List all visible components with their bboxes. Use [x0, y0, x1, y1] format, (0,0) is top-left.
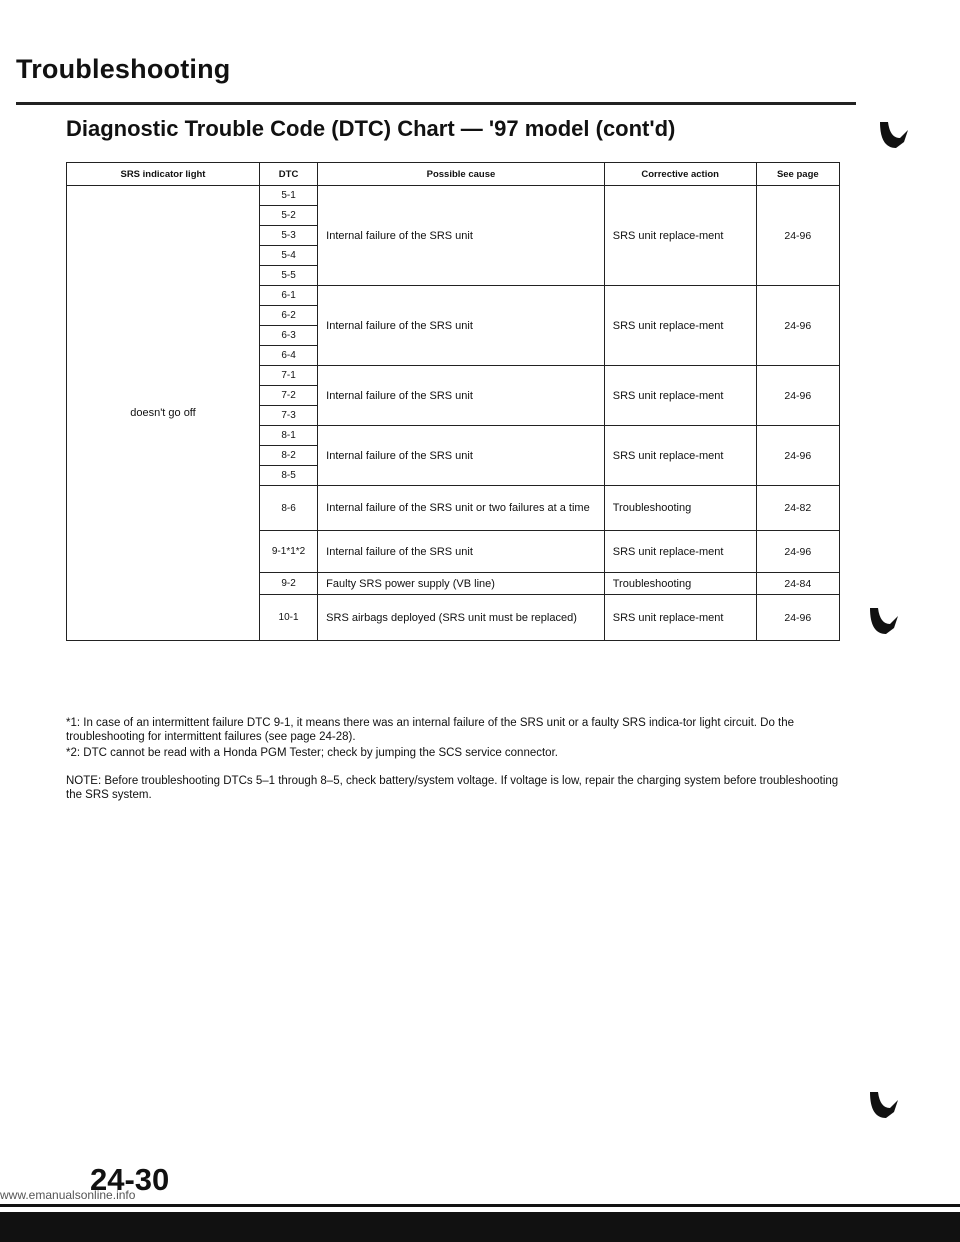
possible-cause: Internal failure of the SRS unit	[318, 366, 605, 426]
header-cause: Possible cause	[318, 163, 605, 186]
corrective-action: SRS unit replace-ment	[604, 366, 756, 426]
dtc-code: 9-1*1*2	[259, 531, 317, 573]
title-divider	[16, 102, 856, 105]
binder-tab-mark-icon	[878, 120, 912, 150]
indicator-state-cell: doesn't go off	[67, 186, 260, 641]
footnote-1: *1: In case of an intermittent failure DTC 9-1, it means there was an internal failure of the SRS unit or a faulty SRS indica-tor light circuit. Do the troubleshooting for intermittent failures (see page 24-28).	[66, 717, 795, 743]
page-title: Troubleshooting	[16, 54, 231, 84]
header-dtc: DTC	[259, 163, 317, 186]
corrective-action: SRS unit replace-ment	[604, 426, 756, 486]
corrective-action: Troubleshooting	[604, 486, 756, 531]
possible-cause: Internal failure of the SRS unit	[318, 186, 605, 286]
dtc-chart-table	[66, 162, 840, 641]
possible-cause: Internal failure of the SRS unit	[318, 531, 605, 573]
dtc-code: 9-2	[259, 573, 317, 595]
corrective-action: SRS unit replace-ment	[604, 286, 756, 366]
dtc-code: 10-1	[259, 595, 317, 641]
see-page: 24-96	[756, 531, 839, 573]
possible-cause: Internal failure of the SRS unit or two failures at a time	[318, 486, 605, 531]
binder-tab-mark-icon	[868, 606, 902, 636]
dtc-code: 5-2	[259, 206, 317, 226]
header-indicator: SRS indicator light	[67, 163, 260, 186]
header-action: Corrective action	[604, 163, 756, 186]
dtc-code: 5-5	[259, 266, 317, 286]
dtc-code: 5-1	[259, 186, 317, 206]
possible-cause: SRS airbags deployed (SRS unit must be replaced)	[318, 595, 605, 641]
dtc-code: 7-1	[259, 366, 317, 386]
dtc-code: 6-3	[259, 326, 317, 346]
footer-url[interactable]: www.emanualsonline.info	[0, 1188, 136, 1202]
see-page: 24-96	[756, 286, 839, 366]
possible-cause: Internal failure of the SRS unit	[318, 426, 605, 486]
possible-cause: Faulty SRS power supply (VB line)	[318, 573, 605, 595]
header-page: See page	[756, 163, 839, 186]
see-page: 24-96	[756, 595, 839, 641]
dtc-code: 8-1	[259, 426, 317, 446]
dtc-code: 7-3	[259, 406, 317, 426]
dtc-code: 8-2	[259, 446, 317, 466]
see-page: 24-96	[756, 426, 839, 486]
dtc-code: 8-6	[259, 486, 317, 531]
dtc-code: 5-3	[259, 226, 317, 246]
see-page: 24-96	[756, 186, 839, 286]
binder-tab-mark-icon	[868, 1090, 902, 1120]
dtc-code: 6-2	[259, 306, 317, 326]
section-title: Diagnostic Trouble Code (DTC) Chart — '97 model (cont'd)	[66, 116, 676, 141]
see-page: 24-96	[756, 366, 839, 426]
dtc-code: 5-4	[259, 246, 317, 266]
bottom-bar	[0, 1212, 960, 1242]
footnotes	[66, 716, 856, 804]
footnote-2: *2: DTC cannot be read with a Honda PGM Tester; check by jumping the SCS service connector.	[66, 747, 558, 759]
note-text: NOTE: Before troubleshooting DTCs 5–1 through 8–5, check battery/system voltage. If voltage is low, repair the charging system before troubleshooting the SRS system.	[66, 775, 839, 801]
dtc-code: 6-1	[259, 286, 317, 306]
see-page: 24-84	[756, 573, 839, 595]
page-number: 24-30	[90, 1162, 170, 1197]
dtc-code: 8-5	[259, 466, 317, 486]
table-header-row	[67, 163, 840, 186]
possible-cause: Internal failure of the SRS unit	[318, 286, 605, 366]
corrective-action: Troubleshooting	[604, 573, 756, 595]
corrective-action: SRS unit replace-ment	[604, 595, 756, 641]
corrective-action: SRS unit replace-ment	[604, 531, 756, 573]
corrective-action: SRS unit replace-ment	[604, 186, 756, 286]
dtc-code: 6-4	[259, 346, 317, 366]
table-row	[67, 186, 840, 206]
see-page: 24-82	[756, 486, 839, 531]
dtc-code: 7-2	[259, 386, 317, 406]
